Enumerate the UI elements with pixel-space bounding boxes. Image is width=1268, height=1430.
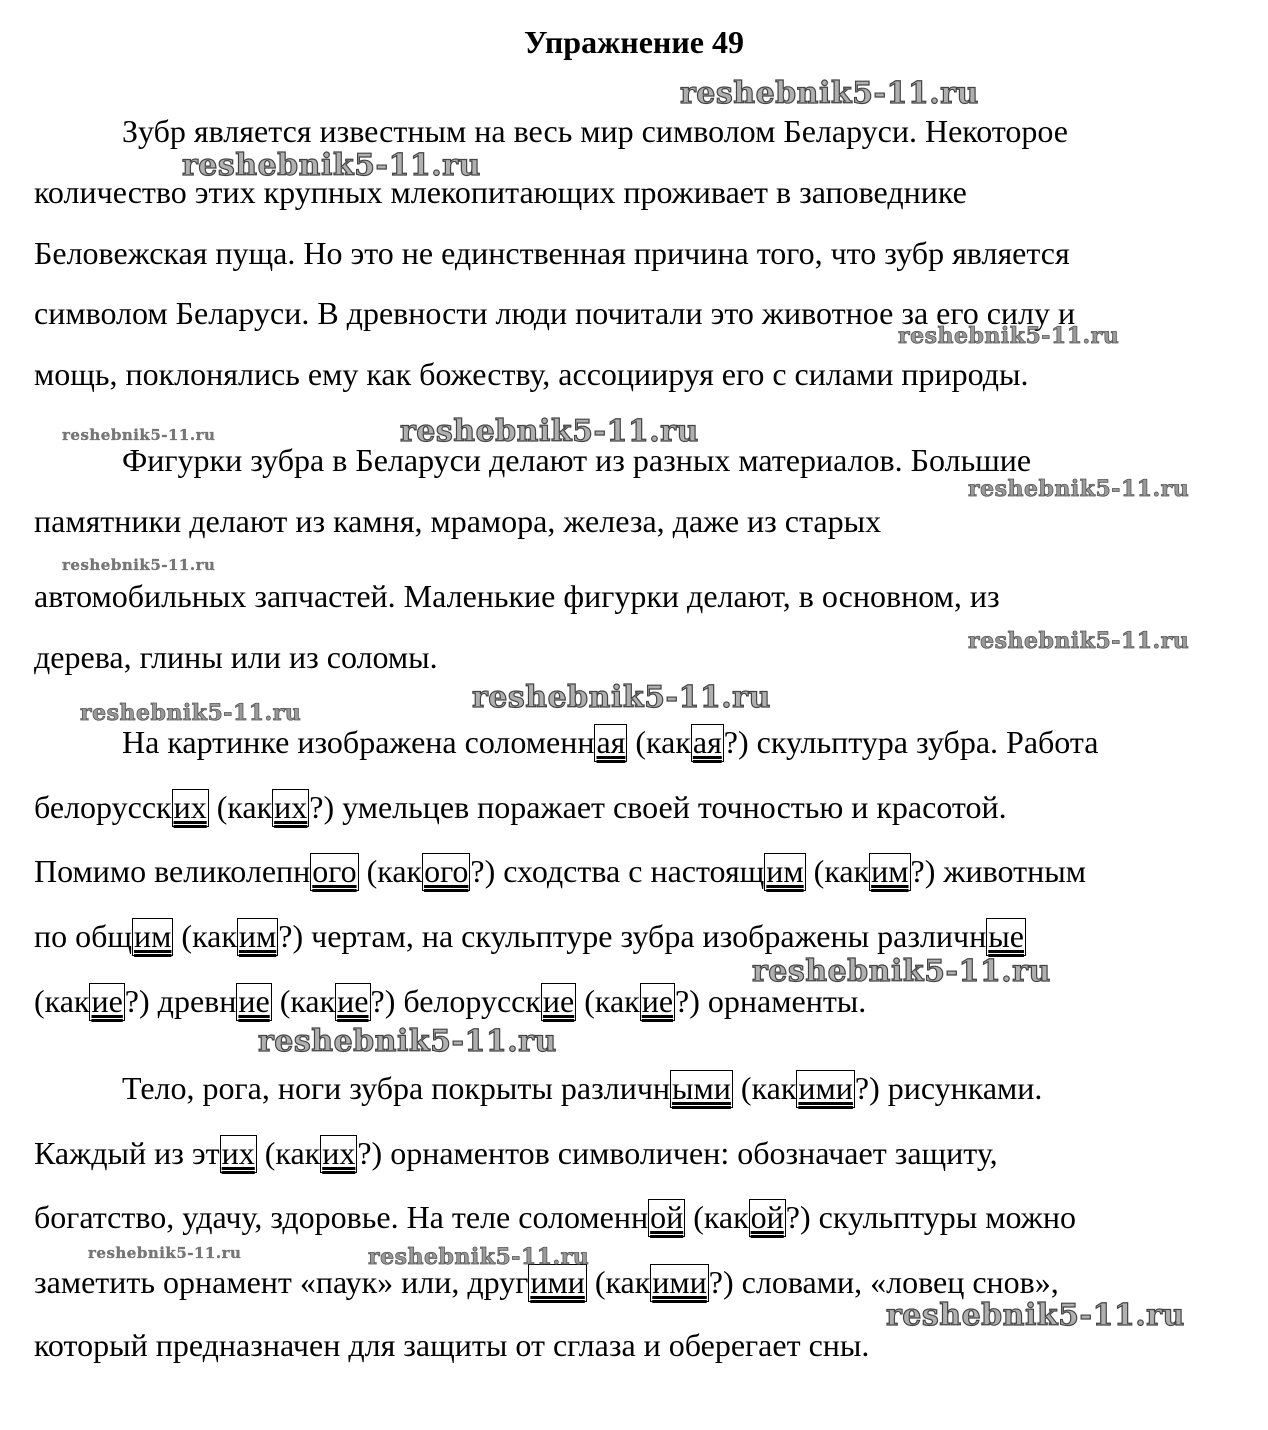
p3-line-1 xyxy=(122,722,1098,762)
watermark: reshebnik5-11.ru xyxy=(752,954,1051,989)
text-segment: ?) скульптура зубра. Работа xyxy=(723,724,1099,760)
watermark: reshebnik5-11.ru xyxy=(368,1244,590,1270)
text-segment: ?) скульптуры можно xyxy=(785,1199,1076,1235)
text-segment: ?) животным xyxy=(910,853,1086,889)
text-segment: (как xyxy=(685,1199,749,1235)
p3-line-3 xyxy=(34,851,1086,891)
text-segment: ?) сходства с настоящ xyxy=(470,853,765,889)
p3-line-2 xyxy=(34,787,1007,827)
watermark: reshebnik5-11.ru xyxy=(62,556,216,574)
text-segment: ?) древн xyxy=(124,983,237,1019)
text-segment: (как xyxy=(208,789,273,825)
text-segment: (как xyxy=(271,983,336,1019)
text-segment: ?) словами, «ловец снов», xyxy=(708,1264,1059,1300)
word-ending: их xyxy=(322,1135,356,1171)
word-ending: ой xyxy=(650,1199,684,1235)
page-title: Упражнение 49 xyxy=(523,24,744,60)
text-segment: ?) умельцев поражает своей точностью и красотой. xyxy=(309,789,1007,825)
text-segment: На картинке изображена соломенн xyxy=(122,724,595,760)
word-ending: им xyxy=(766,853,804,889)
p1-line-2: количество этих крупных млекопитающих проживает в заповеднике xyxy=(34,174,967,210)
word-ending: ая xyxy=(692,724,722,760)
word-ending: ие xyxy=(542,983,575,1019)
p4-line-1 xyxy=(122,1068,1042,1108)
p2-line-3: автомобильных запчастей. Маленькие фигурки делают, в основном, из xyxy=(34,578,1000,614)
text-segment: по общ xyxy=(34,918,133,954)
watermark: reshebnik5-11.ru xyxy=(886,1298,1185,1333)
word-ending: ие xyxy=(641,983,674,1019)
word-ending: ие xyxy=(337,983,369,1019)
word-ending: ого xyxy=(312,853,357,889)
text-segment: (как xyxy=(586,1264,651,1300)
text-segment: богатство, удачу, здоровье. На теле соломенн xyxy=(34,1199,649,1235)
text-segment: (как xyxy=(173,918,237,954)
word-ending: ого xyxy=(424,853,469,889)
watermark: reshebnik5-11.ru xyxy=(80,700,302,726)
word-ending: ие xyxy=(238,983,270,1019)
word-ending: ые xyxy=(988,918,1024,954)
word-ending: ими xyxy=(652,1264,707,1300)
text-segment: (как xyxy=(576,983,640,1019)
watermark: reshebnik5-11.ru xyxy=(472,680,771,715)
text-segment: (как xyxy=(627,724,691,760)
word-ending: ыми xyxy=(672,1070,731,1106)
p1-line-1: Зубр является известным на весь мир символом Беларуси. Некоторое xyxy=(122,113,1068,149)
watermark: reshebnik5-11.ru xyxy=(62,426,216,444)
text-segment: (как xyxy=(805,853,870,889)
p2-line-4: дерева, глины или из соломы. xyxy=(34,639,438,675)
watermark: reshebnik5-11.ru xyxy=(968,476,1190,502)
p2-line-2: памятники делают из камня, мрамора, железа, даже из старых xyxy=(34,503,882,539)
p3-line-4 xyxy=(34,916,1026,956)
text-segment: ?) орнаменты. xyxy=(675,983,867,1019)
word-ending: им xyxy=(871,853,909,889)
p2-line-1: Фигурки зубра в Беларуси делают из разных материалов. Большие xyxy=(122,442,1032,478)
p4-line-3 xyxy=(34,1197,1076,1237)
p1-line-5: мощь, поклонялись ему как божеству, ассоциируя его с силами природы. xyxy=(34,356,1029,392)
p4-line-2 xyxy=(34,1133,998,1173)
word-ending: ой xyxy=(750,1199,784,1235)
text-segment: Тело, рога, ноги зубра покрыты различн xyxy=(122,1070,671,1106)
p1-line-4: символом Беларуси. В древности люди почитали это животное за его силу и xyxy=(34,295,1076,331)
word-ending: ими xyxy=(798,1070,853,1106)
word-ending: ие xyxy=(91,983,123,1019)
p3-line-5 xyxy=(34,981,866,1021)
word-ending: ая xyxy=(596,724,626,760)
p4-line-5: который предназначен для защиты от сглаза и оберегает сны. xyxy=(34,1327,870,1363)
word-ending: ими xyxy=(530,1264,585,1300)
text-segment: (как xyxy=(34,983,90,1019)
text-segment: ?) орнаментов символичен: обозначает защиту, xyxy=(357,1135,998,1171)
text-segment: ?) рисунками. xyxy=(854,1070,1043,1106)
watermark: reshebnik5-11.ru xyxy=(968,628,1190,654)
p1-line-3: Беловежская пуща. Но это не единственная причина того, что зубр является xyxy=(34,235,1070,271)
text-segment: ?) чертам, на скульптуре зубра изображены различн xyxy=(278,918,987,954)
text-segment: Помимо великолепн xyxy=(34,853,311,889)
text-segment: ?) белорусск xyxy=(370,983,541,1019)
watermark: reshebnik5-11.ru xyxy=(258,1024,557,1059)
watermark: reshebnik5-11.ru xyxy=(680,76,979,111)
word-ending: им xyxy=(238,918,277,954)
watermark: reshebnik5-11.ru xyxy=(182,148,481,183)
word-ending: их xyxy=(274,789,308,825)
text-segment: (как xyxy=(732,1070,797,1106)
text-segment: Каждый из эт xyxy=(34,1135,220,1171)
word-ending: им xyxy=(134,918,172,954)
text-segment: белорусск xyxy=(34,789,172,825)
text-segment: (как xyxy=(358,853,423,889)
text-segment: (как xyxy=(256,1135,321,1171)
text-segment: заметить орнамент «паук» или, друг xyxy=(34,1264,529,1300)
watermark: reshebnik5-11.ru xyxy=(88,1244,242,1262)
watermark: reshebnik5-11.ru xyxy=(400,414,699,449)
word-ending: их xyxy=(173,789,207,825)
watermark: reshebnik5-11.ru xyxy=(898,323,1120,349)
word-ending: их xyxy=(221,1135,255,1171)
